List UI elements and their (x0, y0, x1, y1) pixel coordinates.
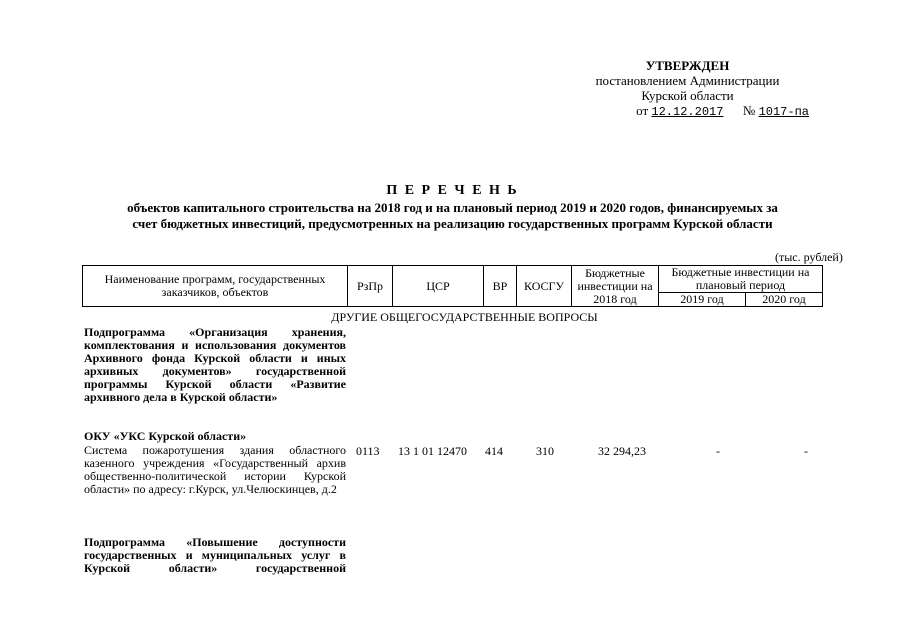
approval-number: 1017-па (758, 105, 809, 119)
table-header (82, 265, 823, 307)
subprogram-2: Подпрограмма «Повышение доступности государственных и муниципальных услуг в Курской области» государственной (84, 535, 346, 575)
object-rzpr: 0113 (356, 444, 380, 458)
document-heading: П Е Р Е Ч Е Н Ь (386, 183, 519, 198)
approval-block (560, 58, 815, 120)
approval-line-2: Курской области (641, 88, 734, 103)
object-csr: 13 1 01 12470 (398, 444, 467, 458)
document-subtitle-2: счет бюджетных инвестиций, предусмотренных на реализацию государственных программ Курской области (132, 216, 773, 231)
document-subtitle-1: объектов капитального строительства на 2018 год и на плановый период 2019 и 2020 годов, финансируемых за (127, 200, 778, 215)
col-planned-header: Бюджетные инвестиции на плановый период (659, 266, 823, 293)
col-vr-header: ВР (484, 266, 517, 307)
subprogram-1: Подпрограмма «Организация хранения, комплектования и использования документов Архивного фонда Курской области и иных архивных документов» государственной программы Курской области «Развитие архивного дела в Курской области» (84, 325, 346, 404)
approval-title: УТВЕРЖДЕН (645, 58, 730, 73)
object-amount-2020: - (804, 444, 808, 458)
col-name-header: Наименование программ, государственных заказчиков, объектов (83, 266, 348, 307)
col-2019-header: 2019 год (659, 293, 746, 307)
object-amount-2018: 32 294,23 (598, 444, 646, 458)
col-2018-header: Бюджетные инвестиции на 2018 год (572, 266, 659, 307)
object-name: Система пожаротушения здания областного казенного учреждения «Государственный архив общественно-политической истории Курской области» по адресу: г.Курск, ул.Челюскинцев, д.2 (84, 443, 346, 496)
col-2020-header: 2020 год (746, 293, 823, 307)
date-prefix: от (636, 103, 649, 118)
object-vr: 414 (485, 444, 503, 458)
customer: ОКУ «УКС Курской области» (84, 429, 247, 443)
number-prefix: № (742, 103, 756, 118)
col-rzpr-header: РзПр (348, 266, 393, 307)
object-kosgu: 310 (536, 444, 554, 458)
col-csr-header: ЦСР (393, 266, 484, 307)
approval-date-line (560, 103, 815, 120)
col-kosgu-header: КОСГУ (517, 266, 572, 307)
approval-line-1: постановлением Администрации (595, 73, 780, 88)
units-label: (тыс. рублей) (775, 250, 843, 264)
approval-date: 12.12.2017 (651, 105, 724, 119)
object-amount-2019: - (716, 444, 720, 458)
section-title: ДРУГИЕ ОБЩЕГОСУДАРСТВЕННЫЕ ВОПРОСЫ (331, 310, 598, 324)
